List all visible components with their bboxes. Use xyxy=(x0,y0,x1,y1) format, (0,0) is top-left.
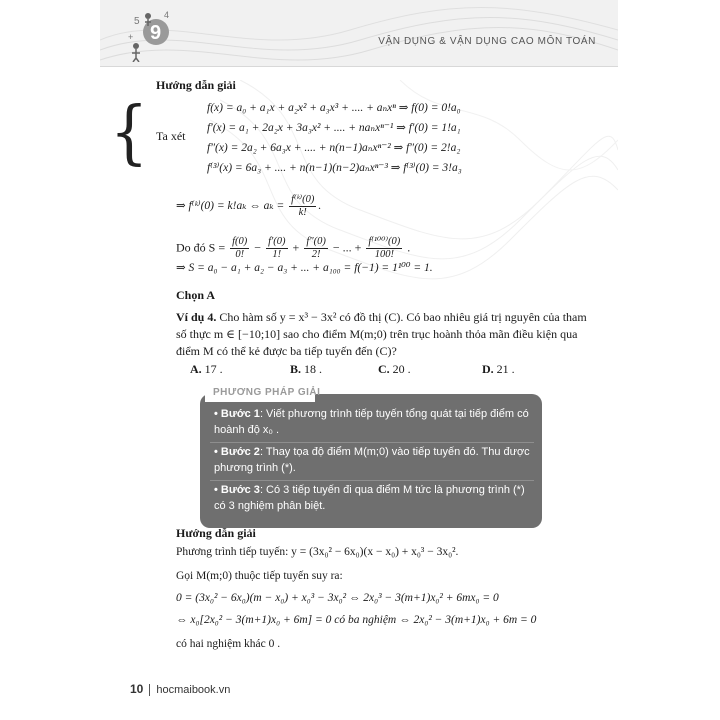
sum-suffix: . xyxy=(407,240,411,255)
sum-op-2: − xyxy=(254,240,262,255)
footer-divider xyxy=(149,684,150,696)
solution-line-5: có hai nghiệm khác 0 . xyxy=(176,638,281,650)
method-step-3-label: • Bước 3 xyxy=(214,484,260,496)
solution-line-3: 0 = (3x₀² − 6x₀)(m − x₀) + x₀³ − 3x₀² ⇔ 2x₀³ − 3(m+1)x₀² + 6mx₀ = 0 xyxy=(176,592,499,604)
answer-b-value: 18 . xyxy=(304,362,323,376)
sum-op-4: − ... + xyxy=(332,240,362,255)
method-step-2-text: : Thay tọa độ điểm M(m;0) vào tiếp tuyến đó. Thu được phương trình (*). xyxy=(214,446,530,474)
answer-a-key: A. xyxy=(190,362,202,376)
sum-term-4-num: f⁽¹⁰⁰⁾(0) xyxy=(368,236,401,247)
svg-text:9: 9 xyxy=(150,22,162,44)
answer-d xyxy=(482,362,515,377)
footer-site: hocmaibook.vn xyxy=(156,684,231,696)
system-line-4: f⁽³⁾(x) = 6a₃ + .... + n(n−1)(n−2)aₙxⁿ⁻³ ⇒ f⁽³⁾(0) = 3!a₃ xyxy=(207,162,462,174)
answer-d-key: D. xyxy=(482,362,494,376)
contour-pattern xyxy=(100,0,618,66)
sum-term-3-den: 2! xyxy=(311,249,321,260)
section-heading-1: Hướng dẫn giải xyxy=(156,78,236,92)
system-line-2: f′(x) = a₁ + 2a₂x + 3a₃x² + .... + naₙxⁿ⁻¹ ⇒ f′(0) = 1!a₁ xyxy=(207,122,461,134)
page-header xyxy=(100,0,618,67)
svg-text:5: 5 xyxy=(134,16,140,27)
system-line-3: f″(x) = 2a₂ + 6a₃x + .... + n(n−1)aₙxⁿ⁻² ⇒ f″(0) = 2!a₂ xyxy=(207,142,461,154)
sum-line xyxy=(176,236,410,261)
method-step-3 xyxy=(214,482,532,514)
method-step-2 xyxy=(214,444,532,476)
sum-prefix: Do đó S = xyxy=(176,240,226,255)
solution-line-2: Gọi M(m;0) thuộc tiếp tuyến suy ra: xyxy=(176,570,343,582)
sum-op-3: + xyxy=(292,240,300,255)
method-step-1-text: : Viết phương trình tiếp tuyến tổng quát tại tiếp điểm có hoành độ x₀ . xyxy=(214,408,529,436)
sum-term-4-den: 100! xyxy=(374,249,394,260)
sum-term-2 xyxy=(266,236,287,261)
answer-d-value: 21 . xyxy=(496,362,515,376)
method-divider-1 xyxy=(210,442,534,443)
system-line-1: f(x) = a₀ + a₁x + a₂x² + a₃x³ + .... + aₙxⁿ ⇒ f(0) = 0!a₀ xyxy=(207,102,461,114)
example-line-3: điểm M có thể kẻ được ba tiếp tuyến đến (C)? xyxy=(176,344,397,358)
example-line-2: số thực m ∈ [−10;10] sao cho điểm M(m;0) trên trục hoành thỏa mãn điều kiện qua xyxy=(176,327,578,341)
choice-label: Chọn A xyxy=(176,288,216,302)
method-step-2-label: • Bước 2 xyxy=(214,446,260,458)
method-step-1-label: • Bước 1 xyxy=(214,408,260,420)
system-brace: { xyxy=(110,92,149,173)
derivation-left: ⇒ f⁽ᵏ⁾(0) = k!aₖ ⇔ aₖ = xyxy=(176,200,285,213)
svg-text:4: 4 xyxy=(164,10,170,20)
answer-a-value: 17 . xyxy=(204,362,223,376)
answer-b xyxy=(290,362,322,377)
derivation-denominator: k! xyxy=(298,207,307,218)
example-line-1 xyxy=(176,310,587,325)
sum-term-4 xyxy=(366,236,402,261)
method-step-3-text: : Có 3 tiếp tuyến đi qua điểm M tức là phương trình (*) có 3 nghiệm phân biệt. xyxy=(214,484,525,512)
method-title: PHƯƠNG PHÁP GIẢI xyxy=(213,387,321,398)
header-title: VẬN DỤNG & VẬN DỤNG CAO MÔN TOÁN xyxy=(378,36,596,47)
example-text-1: Cho hàm số y = x³ − 3x² có đồ thị (C). Có bao nhiêu giá trị nguyên của tham xyxy=(219,310,587,324)
math-logo-icon xyxy=(120,6,176,62)
sum-term-2-num: f′(0) xyxy=(268,236,286,247)
section-heading-2: Hướng dẫn giải xyxy=(176,526,256,540)
answer-b-key: B. xyxy=(290,362,302,376)
answer-a xyxy=(190,362,223,377)
sum-term-1 xyxy=(230,236,249,261)
method-step-1 xyxy=(214,406,532,438)
example-label: Ví dụ 4. xyxy=(176,310,217,324)
page-footer xyxy=(130,682,230,696)
answer-c-key: C. xyxy=(378,362,390,376)
derivation-line: ⇒ f⁽ᵏ⁾(0) = k!aₖ ⇔ aₖ = $\frac{\text{f⁽ᵏ⁾(0)}}{k!}$ . xyxy=(176,194,322,218)
method-divider-2 xyxy=(210,480,534,481)
derivation-fraction xyxy=(289,194,316,219)
answer-c xyxy=(378,362,411,377)
solution-line-1: Phương trình tiếp tuyến: y = (3x₀² − 6x₀)(x − x₀) + x₀³ − 3x₀². xyxy=(176,546,459,558)
sum-term-3-num: f″(0) xyxy=(306,236,326,247)
derivation-numerator: f⁽ᵏ⁾(0) xyxy=(291,194,315,205)
page-number: 10 xyxy=(130,682,144,696)
intro-text: Ta xét xyxy=(156,129,186,143)
svg-text:+: + xyxy=(128,32,134,42)
solution-line-4: ⇔ x₀[2x₀² − 3(m+1)x₀ + 6m] = 0 có ba nghiệm ⇔ 2x₀² − 3(m+1)x₀ + 6m = 0 xyxy=(176,614,537,626)
result-line: ⇒ S = a₀ − a₁ + a₂ − a₃ + ... + a₁₀₀ = f(−1) = 1¹⁰⁰ = 1. xyxy=(176,262,433,274)
sum-term-3 xyxy=(304,236,328,261)
answer-c-value: 20 . xyxy=(392,362,411,376)
sum-term-1-num: f(0) xyxy=(232,236,248,247)
sum-term-2-den: 1! xyxy=(272,249,282,260)
sum-term-1-den: 0! xyxy=(235,249,245,260)
